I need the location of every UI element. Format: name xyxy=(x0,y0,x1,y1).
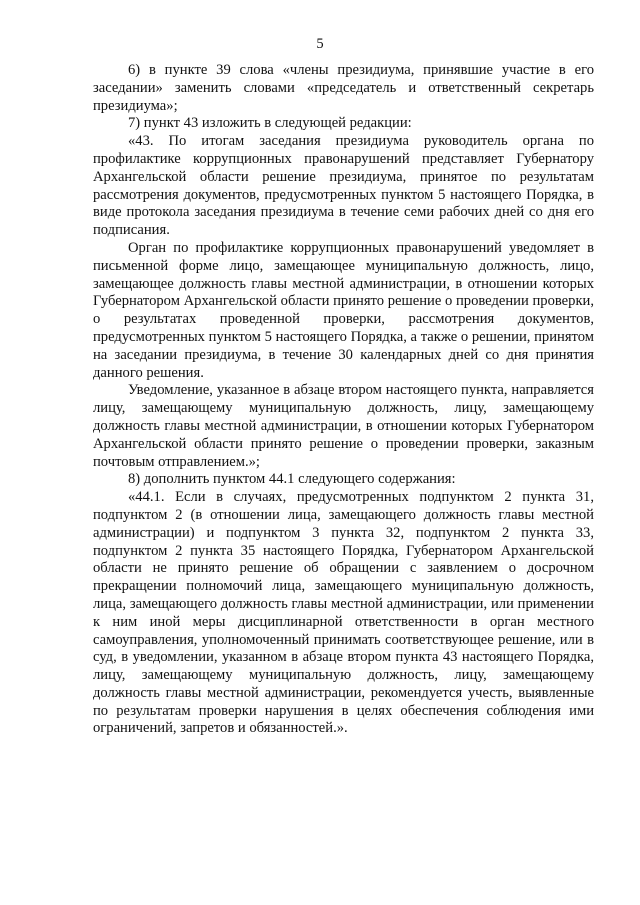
paragraph-item-6: 6) в пункте 39 слова «члены президиума, принявшие участие в его заседании» заменить словами «председатель и ответственный секретарь президиума»; xyxy=(93,62,594,114)
paragraph-item-8: 8) дополнить пунктом 44.1 следующего содержания: xyxy=(128,471,456,488)
paragraph-item-7: 7) пункт 43 изложить в следующей редакции: xyxy=(128,115,412,132)
page-number: 5 xyxy=(316,36,324,52)
paragraph-notification-delivery: Уведомление, указанное в абзаце втором настоящего пункта, направляется лицу, замещающему муниципальную должность, лицу, замещающему должность главы местной администрации, в отношении которых Губернатором Архангельской области принято решение о проведении проверки, заказным почтовым отправлением.»; xyxy=(93,382,594,470)
document-body xyxy=(93,62,594,738)
paragraph-point-44-1: «44.1. Если в случаях, предусмотренных подпунктом 2 пункта 31, подпунктом 2 (в отношении лица, замещающего должность главы местной администрации) и подпунктом 3 пункта 32, подпунктом 2 пункта 33, подпунктом 2 пункта 35 настоящего Порядка, Губернатором Архангельской области не принято решение об обращении с заявлением о досрочном прекращении полномочий лица, замещающего муниципальную должность, лица, замещающего должность главы местной администрации, или применении к ним иной меры дисциплинарной ответственности в орган местного самоуправления, уполномоченный принимать соответствующее решение, или в суд, в уведомлении, указанном в абзаце втором пункта 43 настоящего Порядка, лицу, замещающему муниципальную должность, лицу, замещающему должность главы местной администрации, рекомендуется учесть, выявленные по результатам проверки нарушения в целях обеспечения соблюдения ими ограничений, запретов и обязанностей.». xyxy=(93,489,594,737)
paragraph-notification-body: Орган по профилактике коррупционных правонарушений уведомляет в письменной форме лицо, замещающее муниципальную должность, лицо, замещающее должность главы местной администрации, в отношении которых Губернатором Архангельской области принято решение о проведении проверки, о результатах проведенной проверки, рассмотрения документов, предусмотренных пунктом 5 настоящего Порядка, а также о решении, принятом на заседании президиума, в течение 30 календарных дней со дня принятия данного решения. xyxy=(93,239,594,381)
paragraph-point-43: «43. По итогам заседания президиума руководитель органа по профилактике коррупционных правонарушений представляет Губернатору Архангельской области решение президиума, принятое по результатам рассмотрения документов, предусмотренных пунктом 5 настоящего Порядка, в виде протокола заседания президиума в течение семи рабочих дней со дня его подписания. xyxy=(93,133,594,239)
